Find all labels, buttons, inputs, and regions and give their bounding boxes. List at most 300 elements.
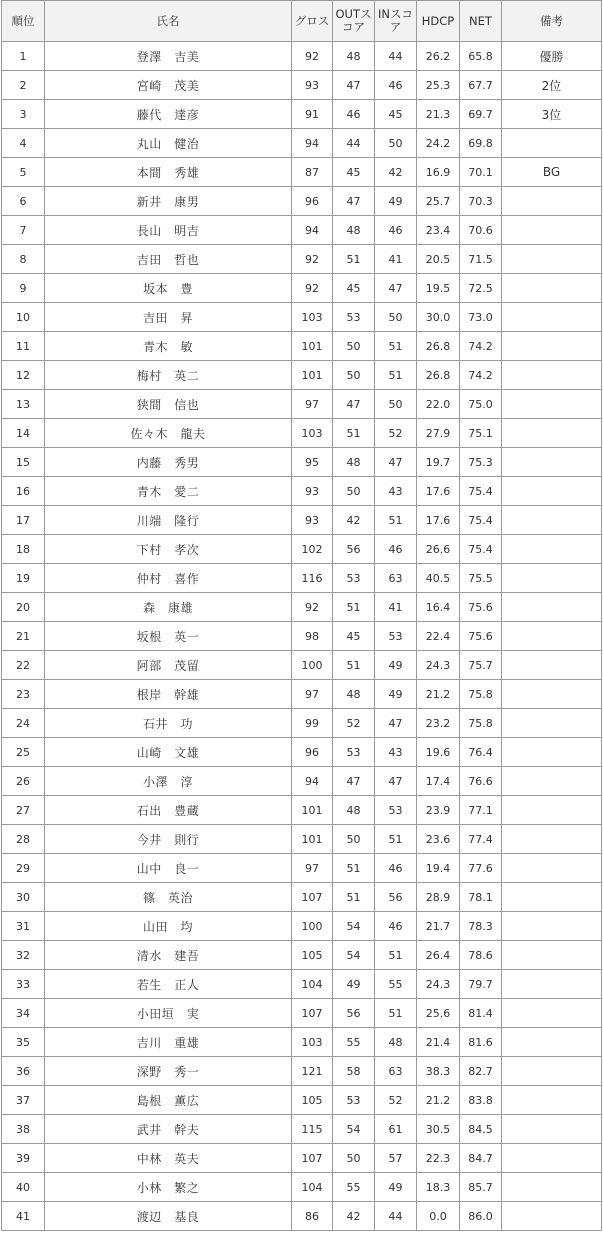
header-rank: 順位	[2, 1, 45, 42]
in-score-cell: 52	[375, 419, 417, 448]
net-cell: 85.7	[460, 1173, 502, 1202]
gross-cell: 92	[292, 42, 333, 71]
in-score-cell: 51	[375, 361, 417, 390]
rank-cell: 19	[2, 564, 45, 593]
table-row	[2, 506, 602, 535]
header-row	[2, 1, 602, 42]
net-cell: 72.5	[460, 274, 502, 303]
in-score-cell: 48	[375, 1028, 417, 1057]
in-score-cell: 51	[375, 332, 417, 361]
remarks-cell	[502, 216, 602, 245]
in-score-cell: 52	[375, 1086, 417, 1115]
table-row	[2, 390, 602, 419]
remarks-cell	[502, 912, 602, 941]
rank-cell: 3	[2, 100, 45, 129]
table-row	[2, 361, 602, 390]
name-cell: 長山 明吉	[45, 216, 292, 245]
in-score-cell: 53	[375, 622, 417, 651]
in-score-cell: 43	[375, 477, 417, 506]
table-row	[2, 941, 602, 970]
rank-cell: 28	[2, 825, 45, 854]
hdcp-cell: 25.7	[417, 187, 460, 216]
in-score-cell: 49	[375, 651, 417, 680]
gross-cell: 100	[292, 912, 333, 941]
out-score-cell: 51	[333, 854, 375, 883]
out-score-cell: 51	[333, 245, 375, 274]
table-row	[2, 622, 602, 651]
net-cell: 75.6	[460, 593, 502, 622]
out-score-cell: 46	[333, 100, 375, 129]
gross-cell: 94	[292, 767, 333, 796]
name-cell: 宮崎 茂美	[45, 71, 292, 100]
net-cell: 70.1	[460, 158, 502, 187]
header-net: NET	[460, 1, 502, 42]
remarks-cell	[502, 535, 602, 564]
gross-cell: 102	[292, 535, 333, 564]
table-row	[2, 245, 602, 274]
remarks-cell	[502, 883, 602, 912]
net-cell: 75.3	[460, 448, 502, 477]
net-cell: 81.6	[460, 1028, 502, 1057]
hdcp-cell: 26.2	[417, 42, 460, 71]
table-row	[2, 1202, 602, 1231]
in-score-cell: 51	[375, 506, 417, 535]
rank-cell: 24	[2, 709, 45, 738]
net-cell: 67.7	[460, 71, 502, 100]
table-header	[2, 1, 602, 42]
remarks-cell	[502, 187, 602, 216]
gross-cell: 101	[292, 332, 333, 361]
header-hdcp: HDCP	[417, 1, 460, 42]
remarks-cell	[502, 274, 602, 303]
rank-cell: 37	[2, 1086, 45, 1115]
table-row	[2, 1057, 602, 1086]
remarks-cell: 3位	[502, 100, 602, 129]
rank-cell: 5	[2, 158, 45, 187]
gross-cell: 104	[292, 970, 333, 999]
out-score-cell: 55	[333, 1028, 375, 1057]
name-cell: 下村 孝次	[45, 535, 292, 564]
out-score-cell: 51	[333, 651, 375, 680]
table-row	[2, 883, 602, 912]
name-cell: 島根 薫広	[45, 1086, 292, 1115]
remarks-cell	[502, 999, 602, 1028]
table-row	[2, 999, 602, 1028]
hdcp-cell: 23.4	[417, 216, 460, 245]
hdcp-cell: 26.6	[417, 535, 460, 564]
hdcp-cell: 26.8	[417, 332, 460, 361]
hdcp-cell: 21.3	[417, 100, 460, 129]
out-score-cell: 53	[333, 564, 375, 593]
out-score-cell: 51	[333, 883, 375, 912]
remarks-cell	[502, 1086, 602, 1115]
hdcp-cell: 30.0	[417, 303, 460, 332]
gross-cell: 105	[292, 1086, 333, 1115]
table-row	[2, 187, 602, 216]
in-score-cell: 51	[375, 999, 417, 1028]
out-score-cell: 54	[333, 1115, 375, 1144]
hdcp-cell: 24.3	[417, 651, 460, 680]
remarks-cell: 2位	[502, 71, 602, 100]
net-cell: 71.5	[460, 245, 502, 274]
out-score-cell: 48	[333, 216, 375, 245]
out-score-cell: 58	[333, 1057, 375, 1086]
gross-cell: 98	[292, 622, 333, 651]
in-score-cell: 53	[375, 796, 417, 825]
gross-cell: 101	[292, 361, 333, 390]
hdcp-cell: 18.3	[417, 1173, 460, 1202]
header-out-score: OUTスコア	[333, 1, 375, 42]
hdcp-cell: 19.4	[417, 854, 460, 883]
hdcp-cell: 27.9	[417, 419, 460, 448]
gross-cell: 93	[292, 477, 333, 506]
gross-cell: 92	[292, 593, 333, 622]
name-cell: 新井 康男	[45, 187, 292, 216]
hdcp-cell: 23.2	[417, 709, 460, 738]
out-score-cell: 48	[333, 680, 375, 709]
rank-cell: 15	[2, 448, 45, 477]
out-score-cell: 51	[333, 593, 375, 622]
hdcp-cell: 21.2	[417, 1086, 460, 1115]
gross-cell: 101	[292, 796, 333, 825]
rank-cell: 1	[2, 42, 45, 71]
hdcp-cell: 26.4	[417, 941, 460, 970]
in-score-cell: 56	[375, 883, 417, 912]
gross-cell: 92	[292, 274, 333, 303]
table-row	[2, 71, 602, 100]
table-row	[2, 477, 602, 506]
hdcp-cell: 19.5	[417, 274, 460, 303]
gross-cell: 104	[292, 1173, 333, 1202]
table-row	[2, 709, 602, 738]
gross-cell: 116	[292, 564, 333, 593]
net-cell: 73.0	[460, 303, 502, 332]
remarks-cell	[502, 361, 602, 390]
in-score-cell: 46	[375, 71, 417, 100]
remarks-cell	[502, 941, 602, 970]
hdcp-cell: 25.6	[417, 999, 460, 1028]
header-in-score: INスコア	[375, 1, 417, 42]
rank-cell: 13	[2, 390, 45, 419]
name-cell: 本間 秀雄	[45, 158, 292, 187]
remarks-cell	[502, 1028, 602, 1057]
out-score-cell: 50	[333, 1144, 375, 1173]
out-score-cell: 53	[333, 738, 375, 767]
gross-cell: 96	[292, 187, 333, 216]
in-score-cell: 49	[375, 187, 417, 216]
net-cell: 75.8	[460, 709, 502, 738]
net-cell: 70.3	[460, 187, 502, 216]
out-score-cell: 54	[333, 912, 375, 941]
out-score-cell: 47	[333, 767, 375, 796]
net-cell: 86.0	[460, 1202, 502, 1231]
rank-cell: 38	[2, 1115, 45, 1144]
gross-cell: 99	[292, 709, 333, 738]
rank-cell: 18	[2, 535, 45, 564]
name-cell: 川端 隆行	[45, 506, 292, 535]
hdcp-cell: 25.3	[417, 71, 460, 100]
remarks-cell	[502, 709, 602, 738]
name-cell: 山田 均	[45, 912, 292, 941]
name-cell: 登澤 吉美	[45, 42, 292, 71]
hdcp-cell: 22.3	[417, 1144, 460, 1173]
in-score-cell: 51	[375, 825, 417, 854]
table-row	[2, 970, 602, 999]
rank-cell: 26	[2, 767, 45, 796]
gross-cell: 115	[292, 1115, 333, 1144]
out-score-cell: 45	[333, 622, 375, 651]
name-cell: 小田垣 実	[45, 999, 292, 1028]
net-cell: 76.6	[460, 767, 502, 796]
rank-cell: 35	[2, 1028, 45, 1057]
out-score-cell: 47	[333, 71, 375, 100]
table-row	[2, 796, 602, 825]
net-cell: 70.6	[460, 216, 502, 245]
table-row	[2, 274, 602, 303]
table-row	[2, 1086, 602, 1115]
hdcp-cell: 22.4	[417, 622, 460, 651]
in-score-cell: 44	[375, 42, 417, 71]
remarks-cell	[502, 1144, 602, 1173]
header-remarks: 備考	[502, 1, 602, 42]
remarks-cell	[502, 651, 602, 680]
hdcp-cell: 19.6	[417, 738, 460, 767]
out-score-cell: 47	[333, 390, 375, 419]
net-cell: 77.4	[460, 825, 502, 854]
table-body	[2, 42, 602, 1231]
name-cell: 小澤 淳	[45, 767, 292, 796]
net-cell: 75.1	[460, 419, 502, 448]
hdcp-cell: 16.9	[417, 158, 460, 187]
out-score-cell: 53	[333, 1086, 375, 1115]
net-cell: 75.6	[460, 622, 502, 651]
remarks-cell	[502, 506, 602, 535]
rank-cell: 25	[2, 738, 45, 767]
rank-cell: 33	[2, 970, 45, 999]
name-cell: 坂根 英一	[45, 622, 292, 651]
gross-cell: 105	[292, 941, 333, 970]
name-cell: 若生 正人	[45, 970, 292, 999]
gross-cell: 86	[292, 1202, 333, 1231]
name-cell: 石井 功	[45, 709, 292, 738]
in-score-cell: 46	[375, 854, 417, 883]
net-cell: 74.2	[460, 361, 502, 390]
net-cell: 78.3	[460, 912, 502, 941]
gross-cell: 97	[292, 680, 333, 709]
net-cell: 75.4	[460, 535, 502, 564]
rank-cell: 17	[2, 506, 45, 535]
gross-cell: 91	[292, 100, 333, 129]
out-score-cell: 45	[333, 158, 375, 187]
remarks-cell	[502, 738, 602, 767]
in-score-cell: 61	[375, 1115, 417, 1144]
gross-cell: 121	[292, 1057, 333, 1086]
name-cell: 吉田 昇	[45, 303, 292, 332]
out-score-cell: 56	[333, 999, 375, 1028]
hdcp-cell: 22.0	[417, 390, 460, 419]
name-cell: 今井 則行	[45, 825, 292, 854]
remarks-cell	[502, 767, 602, 796]
remarks-cell	[502, 1057, 602, 1086]
gross-cell: 97	[292, 390, 333, 419]
remarks-cell	[502, 854, 602, 883]
in-score-cell: 63	[375, 564, 417, 593]
gross-cell: 94	[292, 129, 333, 158]
results-table	[1, 0, 602, 1231]
rank-cell: 4	[2, 129, 45, 158]
in-score-cell: 50	[375, 390, 417, 419]
name-cell: 藤代 達彦	[45, 100, 292, 129]
table-row	[2, 419, 602, 448]
table-row	[2, 332, 602, 361]
gross-cell: 100	[292, 651, 333, 680]
rank-cell: 14	[2, 419, 45, 448]
name-cell: 青木 愛二	[45, 477, 292, 506]
name-cell: 渡辺 基良	[45, 1202, 292, 1231]
gross-cell: 103	[292, 1028, 333, 1057]
remarks-cell: 優勝	[502, 42, 602, 71]
name-cell: 山中 良一	[45, 854, 292, 883]
rank-cell: 40	[2, 1173, 45, 1202]
rank-cell: 16	[2, 477, 45, 506]
remarks-cell	[502, 1202, 602, 1231]
remarks-cell	[502, 303, 602, 332]
remarks-cell	[502, 680, 602, 709]
remarks-cell	[502, 970, 602, 999]
rank-cell: 36	[2, 1057, 45, 1086]
hdcp-cell: 26.8	[417, 361, 460, 390]
gross-cell: 96	[292, 738, 333, 767]
remarks-cell	[502, 419, 602, 448]
gross-cell: 103	[292, 303, 333, 332]
net-cell: 82.7	[460, 1057, 502, 1086]
hdcp-cell: 21.4	[417, 1028, 460, 1057]
remarks-cell	[502, 593, 602, 622]
net-cell: 81.4	[460, 999, 502, 1028]
out-score-cell: 53	[333, 303, 375, 332]
name-cell: 吉田 哲也	[45, 245, 292, 274]
net-cell: 77.6	[460, 854, 502, 883]
remarks-cell	[502, 825, 602, 854]
name-cell: 山崎 文雄	[45, 738, 292, 767]
rank-cell: 20	[2, 593, 45, 622]
hdcp-cell: 16.4	[417, 593, 460, 622]
rank-cell: 30	[2, 883, 45, 912]
in-score-cell: 50	[375, 129, 417, 158]
name-cell: 内藤 秀男	[45, 448, 292, 477]
remarks-cell	[502, 477, 602, 506]
name-cell: 仲村 喜作	[45, 564, 292, 593]
table-row	[2, 825, 602, 854]
out-score-cell: 56	[333, 535, 375, 564]
out-score-cell: 52	[333, 709, 375, 738]
rank-cell: 31	[2, 912, 45, 941]
hdcp-cell: 20.5	[417, 245, 460, 274]
hdcp-cell: 17.6	[417, 477, 460, 506]
in-score-cell: 51	[375, 941, 417, 970]
name-cell: 深野 秀一	[45, 1057, 292, 1086]
out-score-cell: 44	[333, 129, 375, 158]
hdcp-cell: 24.2	[417, 129, 460, 158]
out-score-cell: 51	[333, 419, 375, 448]
in-score-cell: 55	[375, 970, 417, 999]
table-row	[2, 1115, 602, 1144]
remarks-cell	[502, 1115, 602, 1144]
table-row	[2, 912, 602, 941]
in-score-cell: 46	[375, 912, 417, 941]
header-gross: グロス	[292, 1, 333, 42]
remarks-cell	[502, 390, 602, 419]
name-cell: 根岸 幹雄	[45, 680, 292, 709]
in-score-cell: 47	[375, 709, 417, 738]
hdcp-cell: 23.9	[417, 796, 460, 825]
header-name: 氏名	[45, 1, 292, 42]
net-cell: 74.2	[460, 332, 502, 361]
name-cell: 丸山 健治	[45, 129, 292, 158]
out-score-cell: 48	[333, 796, 375, 825]
gross-cell: 107	[292, 1144, 333, 1173]
table-row	[2, 158, 602, 187]
table-row	[2, 680, 602, 709]
name-cell: 青木 敏	[45, 332, 292, 361]
out-score-cell: 48	[333, 42, 375, 71]
remarks-cell	[502, 622, 602, 651]
gross-cell: 93	[292, 506, 333, 535]
out-score-cell: 50	[333, 332, 375, 361]
rank-cell: 2	[2, 71, 45, 100]
hdcp-cell: 40.5	[417, 564, 460, 593]
table-row	[2, 767, 602, 796]
rank-cell: 10	[2, 303, 45, 332]
gross-cell: 103	[292, 419, 333, 448]
rank-cell: 8	[2, 245, 45, 274]
gross-cell: 95	[292, 448, 333, 477]
name-cell: 清水 建吾	[45, 941, 292, 970]
in-score-cell: 50	[375, 303, 417, 332]
in-score-cell: 43	[375, 738, 417, 767]
rank-cell: 22	[2, 651, 45, 680]
hdcp-cell: 28.9	[417, 883, 460, 912]
remarks-cell	[502, 796, 602, 825]
in-score-cell: 49	[375, 680, 417, 709]
out-score-cell: 54	[333, 941, 375, 970]
rank-cell: 41	[2, 1202, 45, 1231]
name-cell: 阿部 茂留	[45, 651, 292, 680]
hdcp-cell: 0.0	[417, 1202, 460, 1231]
gross-cell: 107	[292, 999, 333, 1028]
in-score-cell: 47	[375, 448, 417, 477]
name-cell: 狭間 信也	[45, 390, 292, 419]
out-score-cell: 48	[333, 448, 375, 477]
out-score-cell: 42	[333, 506, 375, 535]
gross-cell: 94	[292, 216, 333, 245]
net-cell: 75.5	[460, 564, 502, 593]
rank-cell: 6	[2, 187, 45, 216]
name-cell: 石出 豊蔵	[45, 796, 292, 825]
rank-cell: 32	[2, 941, 45, 970]
net-cell: 79.7	[460, 970, 502, 999]
table-row	[2, 1173, 602, 1202]
table-row	[2, 129, 602, 158]
in-score-cell: 47	[375, 767, 417, 796]
table-row	[2, 100, 602, 129]
out-score-cell: 42	[333, 1202, 375, 1231]
rank-cell: 39	[2, 1144, 45, 1173]
in-score-cell: 46	[375, 216, 417, 245]
table-row	[2, 448, 602, 477]
out-score-cell: 49	[333, 970, 375, 999]
name-cell: 佐々木 龍夫	[45, 419, 292, 448]
